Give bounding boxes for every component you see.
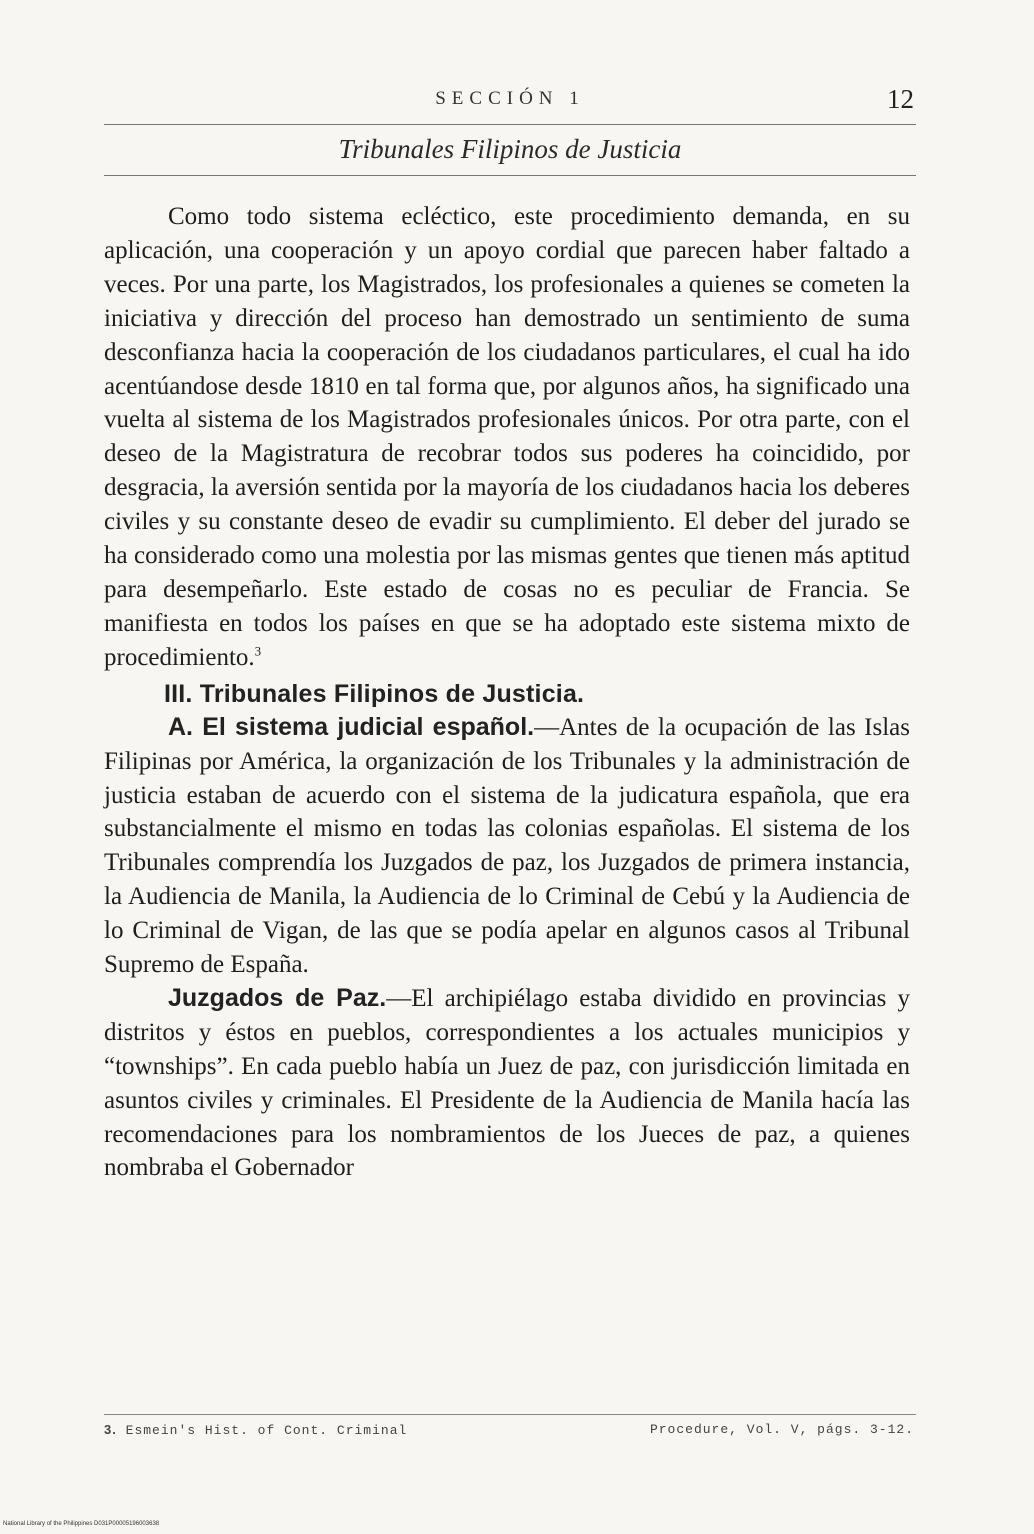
spanish-system-paragraph bbox=[104, 711, 910, 982]
page-number: 12 bbox=[887, 84, 914, 114]
chapter-title: Tribunales Filipinos de Justicia bbox=[338, 134, 682, 164]
footnote bbox=[104, 1422, 914, 1438]
spanish-system-text: —Antes de la ocupación de las Islas Filipinas por América, la organización de los Tribunales y la administración de justicia estaban de acuerdo con el sistema de la judicatura española, que era substancialmente el mismo en todas las colonias españolas. El sistema de los Tribunales comprendía los Juzgados de paz, los Juzgados de primera instancia, la Audiencia de Manila, la Audiencia de lo Criminal de Cebú y la Audiencia de lo Criminal de Vigan, de las que se podía apelar en algunos casos al Tribunal Supremo de España. bbox=[104, 713, 911, 979]
intro-text: Como todo sistema ecléctico, este procedimiento demanda, en su aplicación, una cooperación y un apoyo cordial que parecen haber faltado a veces. Por una parte, los Magistrados, los profesionales a quienes se cometen la iniciativa y dirección del proceso han demostrado un sentimiento de suma desconfianza hacia la cooperación de los ciudadanos particulares, el cual ha ido acentúandose desde 1810 en tal forma que, por algunos años, ha significado una vuelta al sistema de los Magistrados profesionales únicos. Por otra parte, con el deseo de la Magistratura de recobrar todos sus poderes ha coincidido, por desgracia, la aversión sentida por la mayoría de los ciudadanos hacia los deberes civiles y su constante deseo de evadir su cumplimiento. El deber del jurado se ha considerado como una molestia por las mismas gentes que tienen más aptitud para desempeñarlo. Este estado de cosas no es peculiar de Francia. Se manifiesta en todos los países en que se ha adoptado este sistema mixto de procedimiento. bbox=[104, 203, 910, 671]
intro-paragraph bbox=[104, 200, 910, 675]
footnote-left-text: Esmein's Hist. of Cont. Criminal bbox=[125, 1423, 408, 1438]
header-rule-top bbox=[104, 124, 916, 125]
header-rule-bottom bbox=[104, 175, 916, 176]
running-head bbox=[104, 86, 916, 122]
archive-credit: National Library of the Philippines D031P00005196003638 bbox=[3, 1521, 160, 1527]
peace-courts-paragraph bbox=[104, 982, 910, 1185]
spanish-system-heading: A. El sistema judicial español. bbox=[168, 712, 535, 741]
footnote-number: 3. bbox=[104, 1422, 117, 1437]
footnote-ref: 3 bbox=[254, 643, 262, 659]
footnote-rule bbox=[104, 1414, 916, 1415]
footnote-left bbox=[104, 1422, 407, 1438]
peace-courts-heading: Juzgados de Paz. bbox=[168, 983, 387, 1012]
peace-courts-text: —El archipiélago estaba dividido en provincias y distritos y éstos en pueblos, correspondientes a los actuales municipios y “townships”. En cada pueblo había un Juez de paz, con jurisdicción limitada en asuntos civiles y criminales. El Presidente de la Audiencia de Manila hacía las recomendaciones para los nombramientos de los Jueces de paz, a quienes nombraba el Gobernador bbox=[104, 984, 910, 1182]
body-text bbox=[104, 200, 910, 1185]
section-label: SECCIÓN 1 bbox=[435, 88, 585, 109]
footnote-right-text: Procedure, Vol. V, págs. 3-12. bbox=[649, 1422, 914, 1437]
section-heading: III. Tribunales Filipinos de Justicia. bbox=[164, 679, 585, 708]
